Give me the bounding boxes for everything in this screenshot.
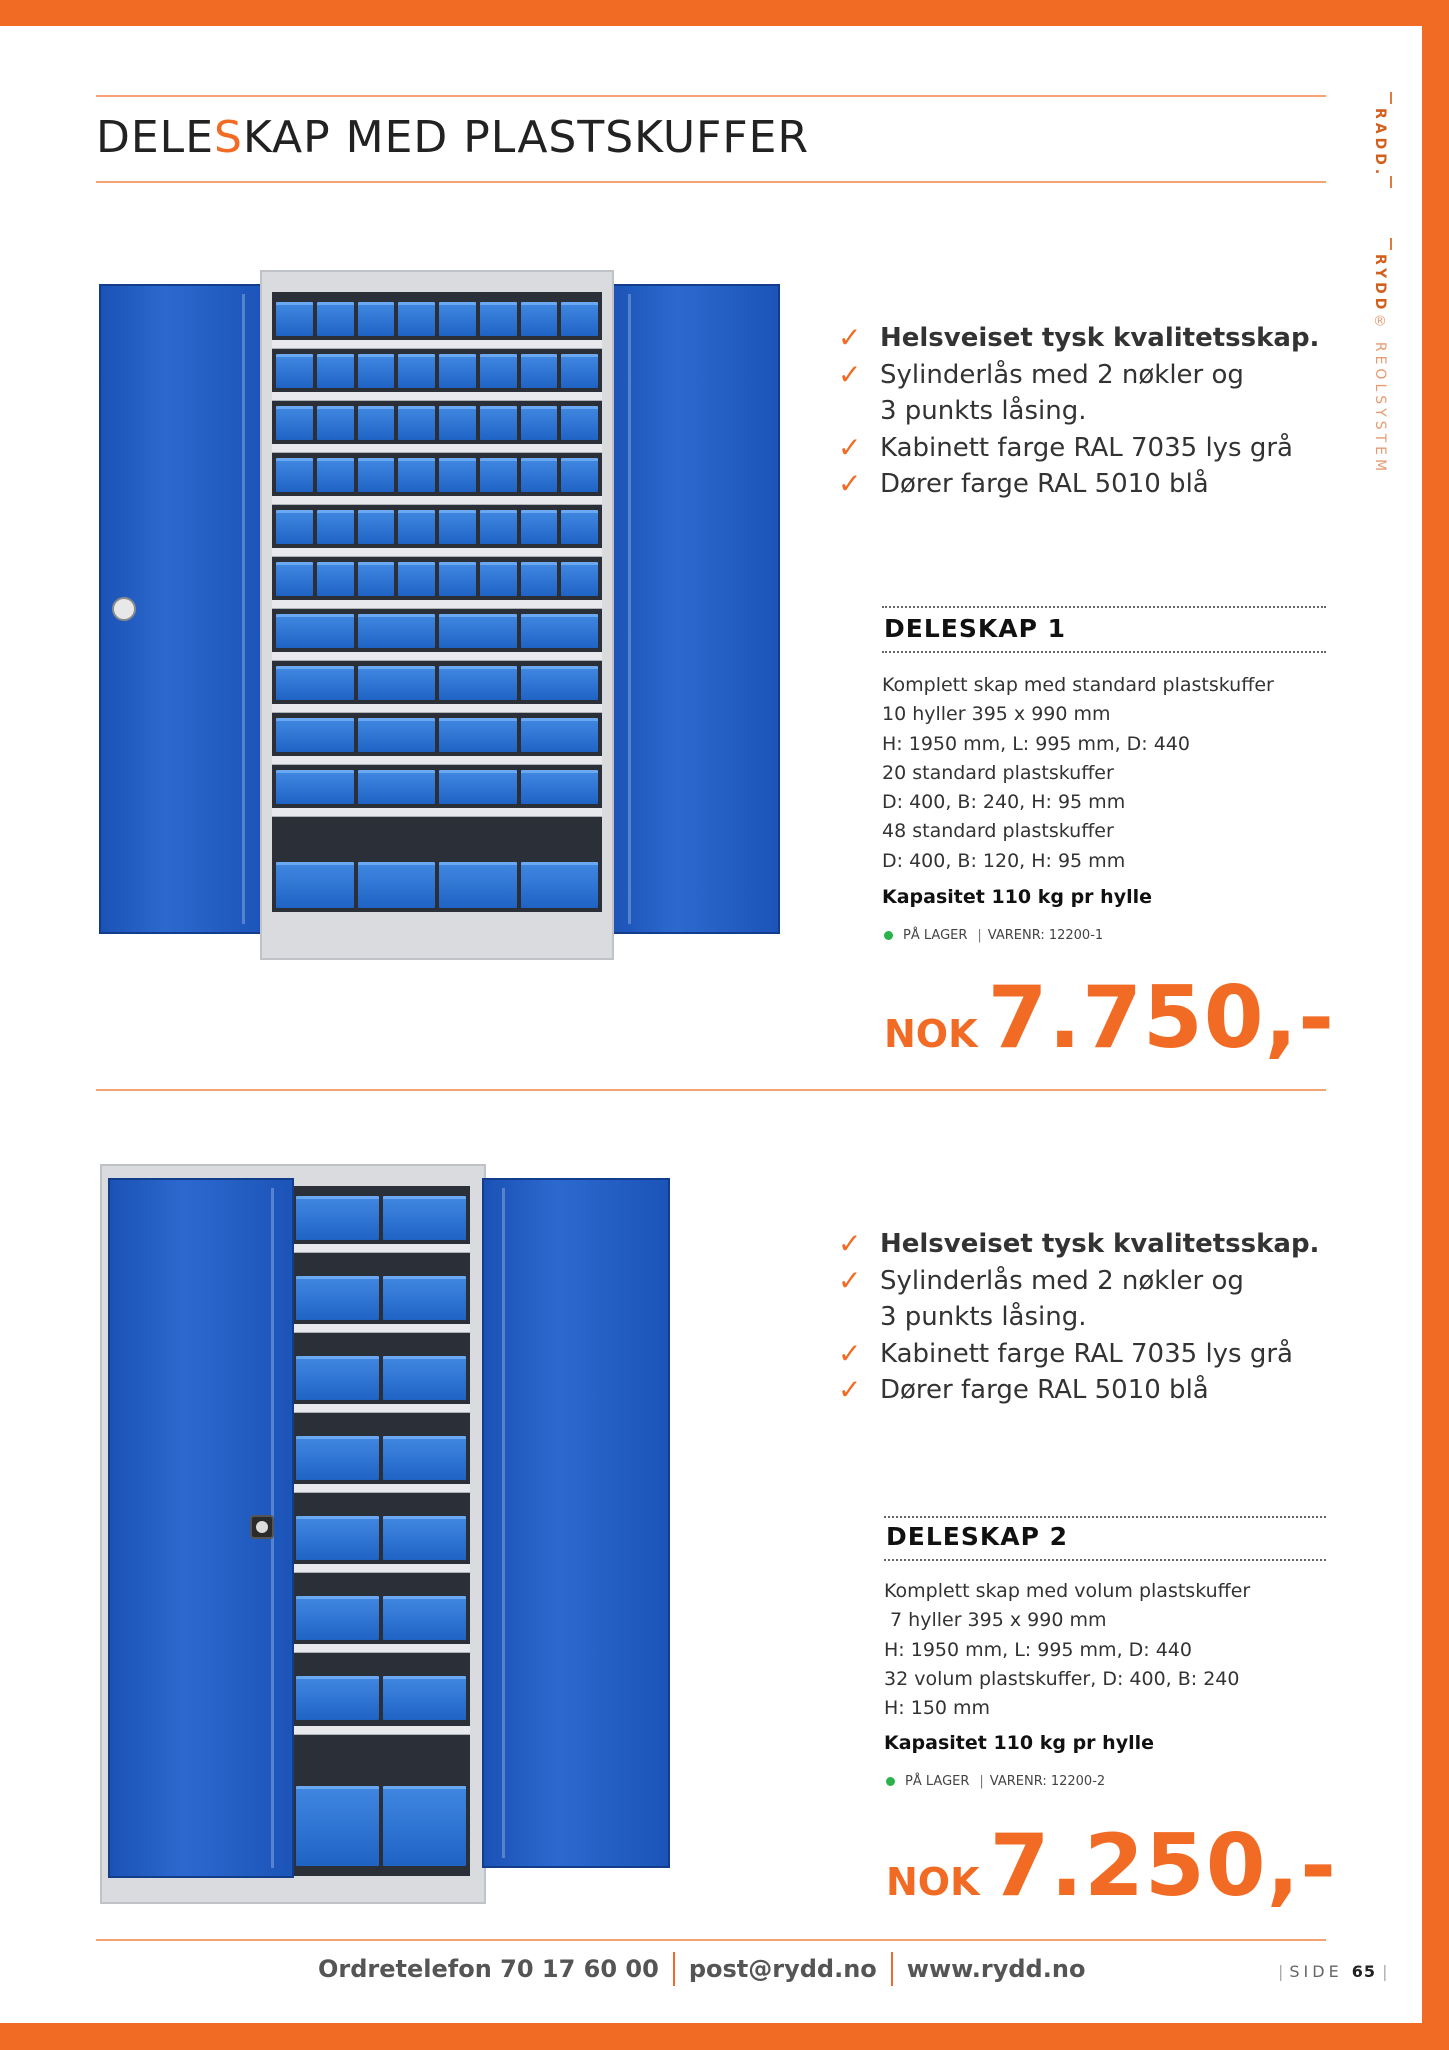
price-2 <box>886 1816 1337 1916</box>
cabinet-right-door <box>608 284 780 934</box>
feature-list-2 <box>838 1226 1319 1409</box>
spec-line: H: 1950 mm, L: 995 mm, D: 440 <box>884 1638 1192 1661</box>
feature-item-continued: 3 punkts låsing. <box>880 396 1087 426</box>
header-rule-bottom <box>96 181 1326 183</box>
check-icon: ✓ <box>838 430 862 464</box>
feature-item: ✓ Dører farge RAL 5010 blå <box>838 466 1319 503</box>
price-currency: NOK <box>884 1012 978 1056</box>
check-icon: ✓ <box>838 1263 862 1297</box>
stock-label: PÅ LAGER <box>905 1774 970 1789</box>
footer-rule <box>96 1939 1326 1941</box>
footer-divider <box>673 1952 675 1986</box>
stock-label: PÅ LAGER <box>903 928 968 943</box>
feature-item: ✓ Kabinett farge RAL 7035 lys grå <box>838 430 1319 467</box>
feature-item: ✓ Helsveiset tysk kvalitetsskap. <box>838 320 1319 357</box>
spec-line: 7 hyller 395 x 990 mm <box>884 1609 1107 1632</box>
product-name: DELESKAP 1 <box>884 614 1066 643</box>
page-number-value: 65 <box>1351 1962 1377 1981</box>
check-icon: ✓ <box>838 467 862 500</box>
section-divider <box>96 1089 1326 1091</box>
stock-dot-icon <box>886 1777 895 1786</box>
spec-line: Komplett skap med volum plastskuffer <box>884 1580 1251 1602</box>
cabinet-right-door <box>482 1178 670 1868</box>
spec-line: H: 1950 mm, L: 995 mm, D: 440 <box>882 732 1190 755</box>
page-title <box>96 112 809 163</box>
page-number: | SIDE 65 | <box>1278 1962 1388 1981</box>
check-icon: ✓ <box>838 1336 862 1370</box>
price-1 <box>884 968 1335 1068</box>
spec-divider <box>882 606 1326 608</box>
price-currency: NOK <box>886 1860 980 1904</box>
side-tab-radd: RADD. <box>1372 108 1388 179</box>
feature-item: ✓ Sylinderlås med 2 nøkler og <box>838 1263 1319 1300</box>
product-image-deleskap-2 <box>100 1160 680 1910</box>
title-part-2: KAP MED PLASTSKUFFER <box>242 112 810 163</box>
check-icon: ✓ <box>838 357 862 391</box>
lock-icon <box>250 1515 274 1539</box>
title-accent-letter: S <box>214 112 243 163</box>
feature-item: ✓ Sylinderlås med 2 nøkler og <box>838 357 1319 394</box>
spec-line: 10 hyller 395 x 990 mm <box>882 703 1111 726</box>
bottom-border <box>0 2023 1449 2050</box>
footer-email-link[interactable]: post@rydd.no <box>688 1955 877 1983</box>
title-part-1: DELE <box>96 112 214 163</box>
product-name: DELESKAP 2 <box>886 1522 1068 1551</box>
check-icon: ✓ <box>838 321 862 354</box>
sku-label: VARENR: 12200-2 <box>989 1774 1106 1789</box>
spec-divider <box>882 651 1326 653</box>
spec-line: Komplett skap med standard plastskuffer <box>882 674 1274 696</box>
side-tab-divider <box>1390 238 1392 250</box>
feature-item: ✓ Kabinett farge RAL 7035 lys grå <box>838 1336 1319 1373</box>
capacity-text: Kapasitet 110 kg pr hylle <box>884 1732 1154 1754</box>
spec-line: H: 150 mm <box>884 1697 991 1720</box>
spec-line: 48 standard plastskuffer <box>882 820 1114 843</box>
spec-line: D: 400, B: 240, H: 95 mm <box>882 791 1126 814</box>
side-tab-divider <box>1390 176 1392 188</box>
spec-list-2 <box>884 1577 1250 1723</box>
check-icon: ✓ <box>838 1227 862 1260</box>
feature-item-continued: 3 punkts låsing. <box>880 1302 1087 1332</box>
side-tab-divider <box>1390 92 1392 104</box>
footer-web-link[interactable]: www.rydd.no <box>906 1955 1086 1983</box>
lock-icon <box>112 597 136 621</box>
spec-list-1 <box>882 671 1274 876</box>
spec-divider <box>884 1559 1326 1561</box>
right-border <box>1422 0 1449 2050</box>
stock-status: PÅ LAGER | VARENR: 12200-2 <box>886 1774 1105 1789</box>
price-amount: 7.250,- <box>989 1816 1337 1916</box>
sku-label: VARENR: 12200-1 <box>987 928 1104 943</box>
stock-status: PÅ LAGER | VARENR: 12200-1 <box>884 928 1103 943</box>
side-tab-reolsystem: RYDD® REOLSYSTEM <box>1372 254 1388 476</box>
top-border <box>0 0 1449 26</box>
spec-line: 32 volum plastskuffer, D: 400, B: 240 <box>884 1667 1240 1690</box>
footer-divider <box>891 1952 893 1986</box>
spec-divider <box>884 1516 1326 1518</box>
footer-contact <box>318 1952 1085 1986</box>
stock-dot-icon <box>884 931 893 940</box>
price-amount: 7.750,- <box>987 968 1335 1068</box>
footer-phone[interactable]: Ordretelefon 70 17 60 00 <box>318 1955 659 1983</box>
check-icon: ✓ <box>838 1373 862 1406</box>
spec-line: D: 400, B: 120, H: 95 mm <box>882 849 1126 872</box>
page-label: SIDE <box>1289 1962 1343 1981</box>
header-rule-top <box>96 95 1326 97</box>
feature-list-1 <box>838 320 1319 503</box>
feature-item: ✓ Dører farge RAL 5010 blå <box>838 1372 1319 1409</box>
capacity-text: Kapasitet 110 kg pr hylle <box>882 886 1152 908</box>
product-image-deleskap-1 <box>96 270 786 970</box>
feature-item: ✓ Helsveiset tysk kvalitetsskap. <box>838 1226 1319 1263</box>
cabinet-body <box>260 270 614 960</box>
spec-line: 20 standard plastskuffer <box>882 761 1114 784</box>
